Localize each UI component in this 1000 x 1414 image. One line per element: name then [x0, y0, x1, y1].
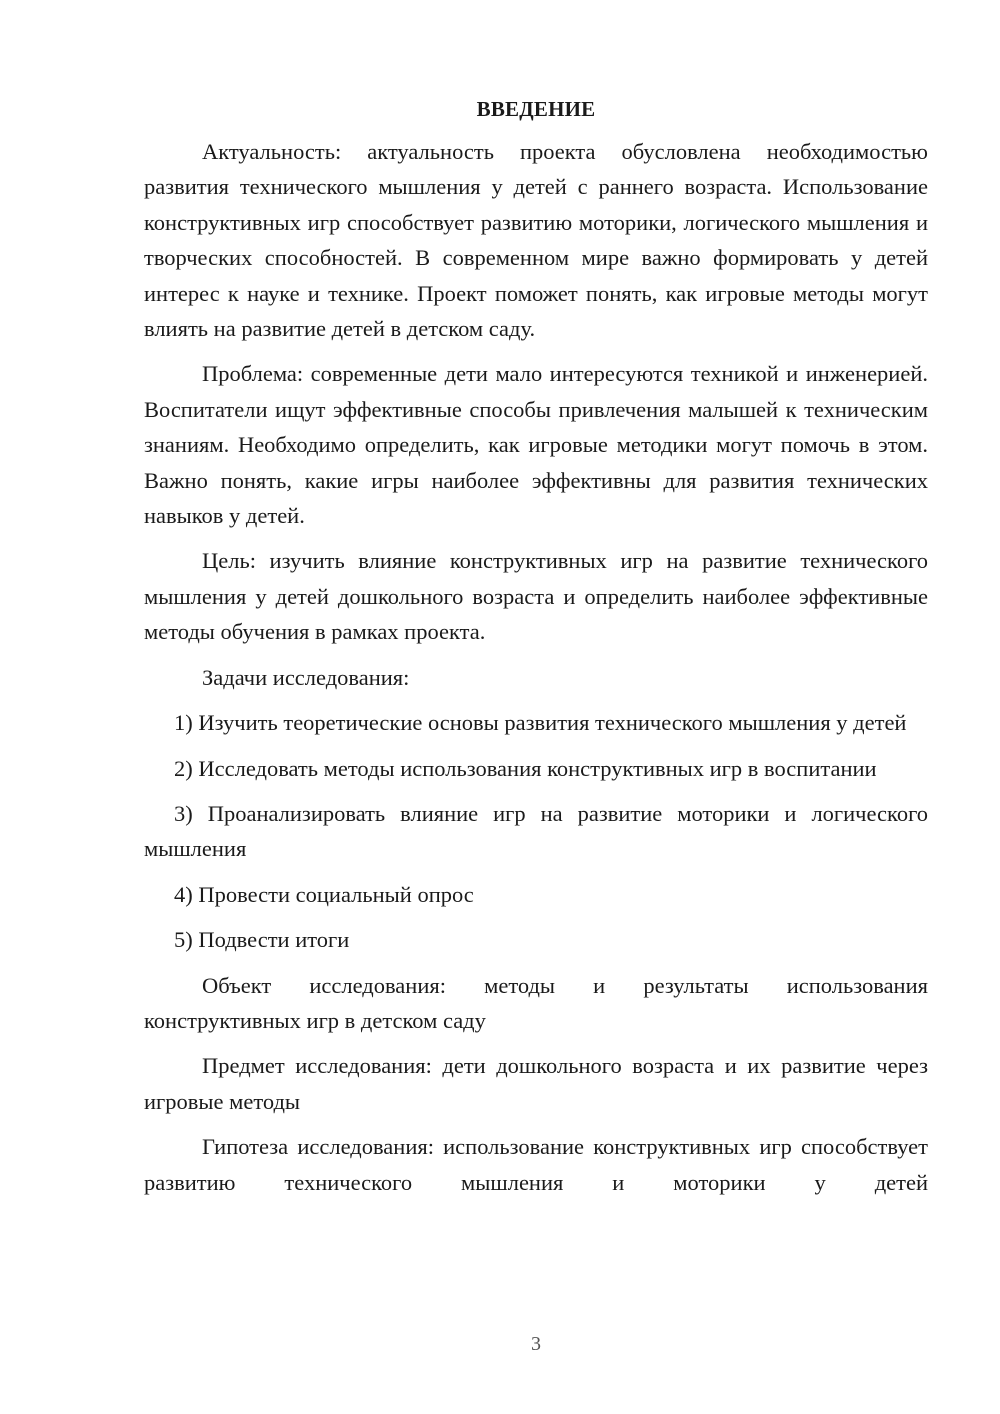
goal-paragraph: Цель: изучить влияние конструктивных игр на развитие технического мышления у детей дошкольного возраста и определить наиболее эффективные методы обучения в рамках проекта.: [144, 548, 928, 645]
task-item-5: 5) Подвести итоги: [174, 927, 350, 953]
problem-paragraph: Проблема: современные дети мало интересуются техникой и инженерией. Воспитатели ищут эффективные способы привлечения малышей к техническим знаниям. Необходимо определить, как игровые методики могут помочь в этом. Важно понять, какие игры наиболее эффективны для развития технических навыков у детей.: [144, 361, 928, 529]
task-item-2: 2) Исследовать методы использования конструктивных игр в воспитании: [174, 755, 877, 781]
relevance-paragraph: Актуальность: актуальность проекта обусловлена необходимостью развития технического мышления у детей с раннего возраста. Использование конструктивных игр способствует развитию моторики, логического мышления и творческих способностей. В современном мире важно формировать у детей интерес к науке и технике. Проект поможет понять, как игровые методы могут влиять на развитие детей в детском саду.: [144, 139, 928, 342]
object-paragraph: Объект исследования: методы и результаты использования конструктивных игр в детском саду: [144, 972, 928, 1033]
page-content: [144, 94, 928, 1200]
task-item-4: 4) Провести социальный опрос: [174, 881, 474, 907]
page-number: 3: [531, 1333, 541, 1355]
tasks-heading: Задачи исследования:: [202, 664, 410, 690]
section-title: ВВЕДЕНИЕ: [476, 97, 596, 121]
hypothesis-paragraph: Гипотеза исследования: использование конструктивных игр способствует развитию технического мышления и моторики у детей: [144, 1134, 928, 1195]
task-item-3: 3) Проанализировать влияние игр на развитие моторики и логического мышления: [144, 800, 928, 862]
task-item-1: 1) Изучить теоретические основы развития технического мышления у детей: [174, 710, 907, 736]
subject-paragraph: Предмет исследования: дети дошкольного возраста и их развитие через игровые методы: [144, 1053, 928, 1114]
